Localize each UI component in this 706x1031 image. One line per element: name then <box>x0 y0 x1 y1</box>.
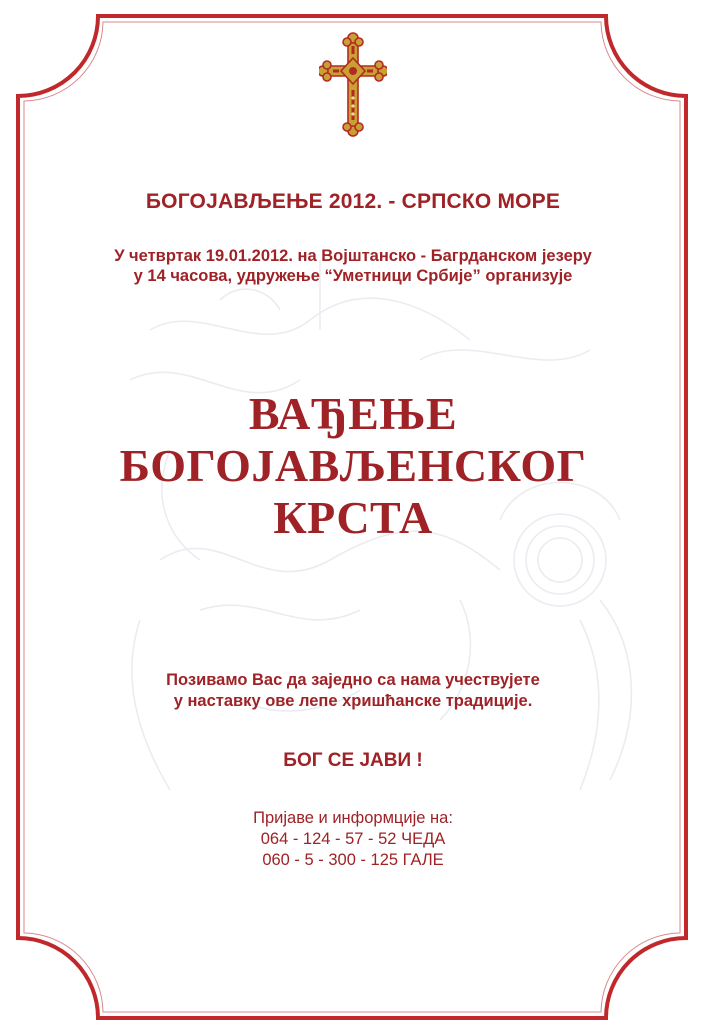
contact-phone-1: 064 - 124 - 57 - 52 ЧЕДА <box>260 830 446 848</box>
main-title <box>0 388 706 544</box>
intro-line-1: У четвртак 19.01.2012. на Војштанско - Багрданском језеру <box>114 247 592 265</box>
contact-info <box>0 808 706 871</box>
invitation-text <box>0 670 706 712</box>
contact-label: Пријаве и информције на: <box>253 809 453 827</box>
event-headline: БОГОЈАВЉЕЊЕ 2012. - СРПСКО МОРЕ <box>145 190 561 213</box>
invite-line-1: Позивамо Вас да заједно са нама учествујете <box>166 671 540 689</box>
main-title-line-1: ВАЂЕЊЕ <box>248 388 458 439</box>
event-intro <box>0 246 706 286</box>
invite-line-2: у наставку ове лепе хришћанске традиције. <box>173 692 533 710</box>
orthodox-cross-icon <box>319 32 387 138</box>
main-title-line-2: БОГОЈАВЉЕНСКОГ <box>119 440 587 491</box>
contact-phone-2: 060 - 5 - 300 - 125 ГАЛЕ <box>262 851 444 869</box>
intro-line-2: у 14 часова, удружење “Уметници Србије” организује <box>133 267 573 285</box>
main-title-line-3: КРСТА <box>273 492 433 543</box>
greeting-exclamation: БОГ СЕ ЈАВИ ! <box>283 750 423 771</box>
